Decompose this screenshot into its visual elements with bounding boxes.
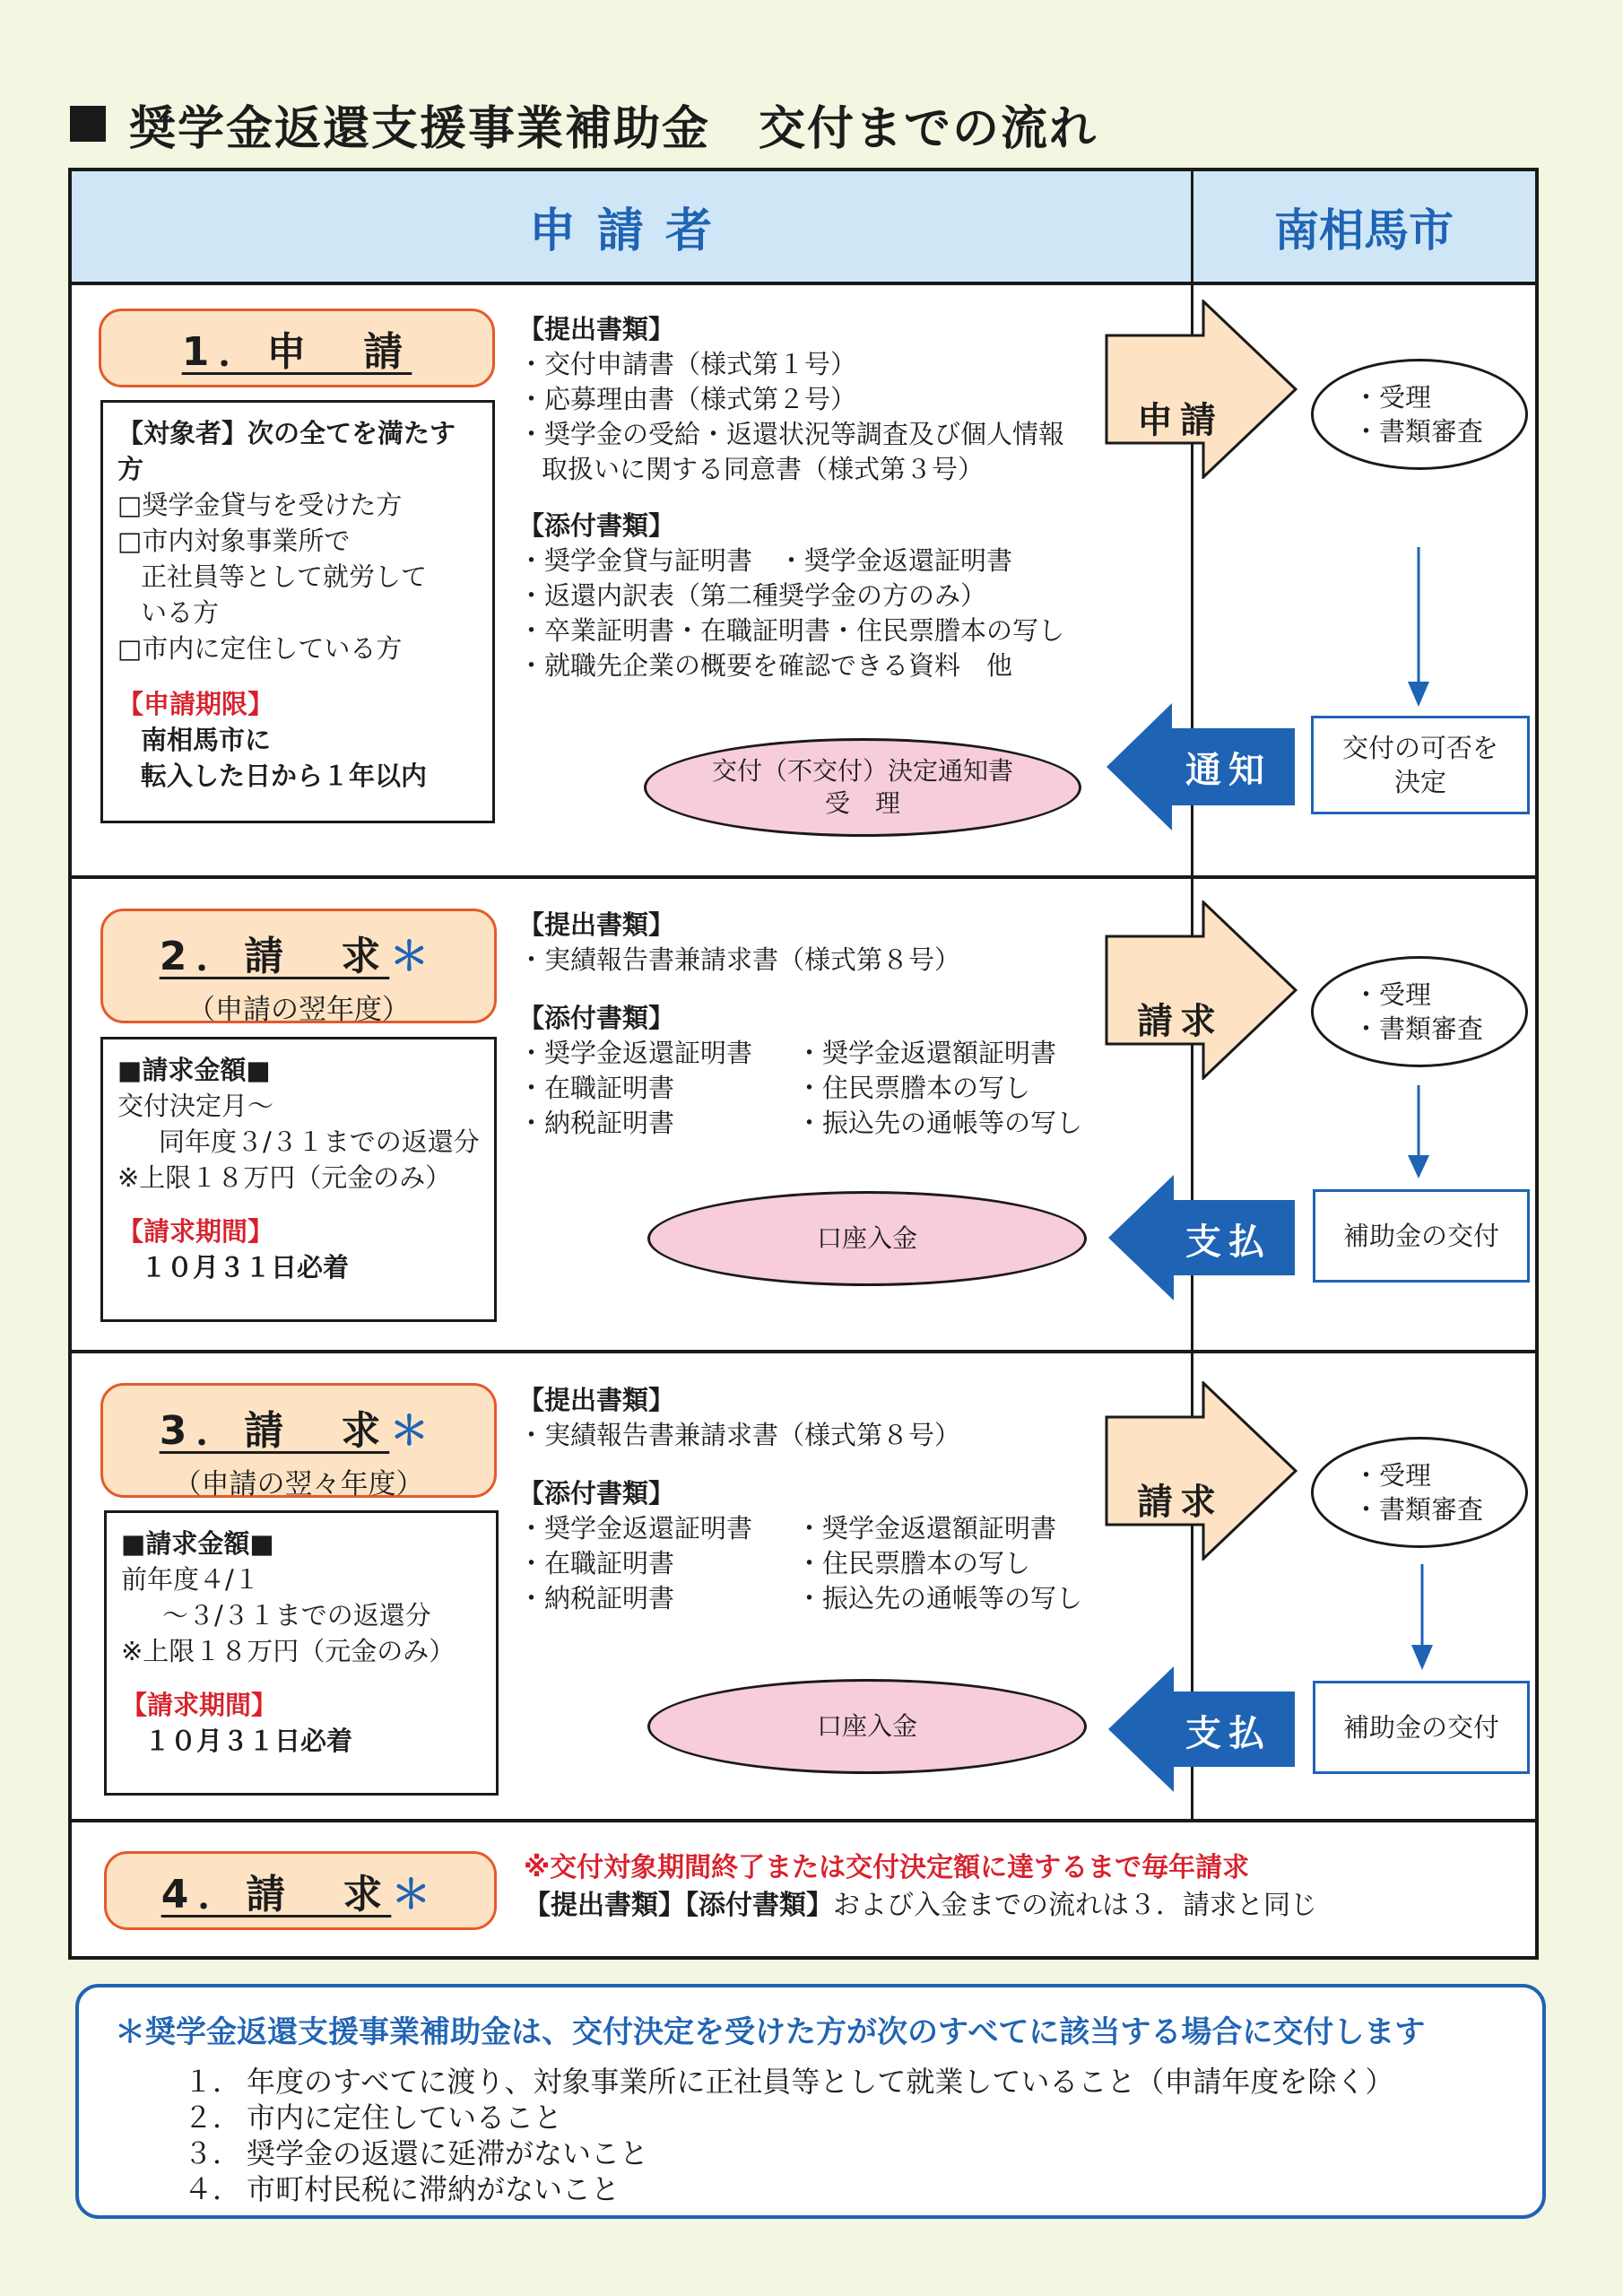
arrow-notice-label: 通知 [1185, 749, 1271, 791]
sec4-note-bold: 【提出書類】【添付書類】 [524, 1890, 833, 1921]
period-value: １０月３１日必着 [144, 1726, 353, 1756]
step-1-badge [99, 309, 495, 387]
step-3-sub: （申請の翌々年度） [173, 1468, 424, 1500]
period-label: 【請求期間】 [121, 1690, 278, 1720]
submit-item: ・奨学金の受給・返還状況等調査及び個人情報 [518, 419, 1065, 449]
submit-item: ・実績報告書兼請求書（様式第８号） [518, 944, 961, 975]
condition-item: ３． 奨学金の返還に延滞がないこと [184, 2136, 649, 2170]
attach-item: ・卒業証明書・在職証明書・住民票謄本の写し [518, 615, 1065, 646]
step-2-label: 2．請 求 [159, 934, 390, 979]
step-1-label: 1．申 請 [181, 329, 412, 375]
city-review-item: ・書類審査 [1353, 1013, 1484, 1044]
city-pay-box [1313, 1681, 1530, 1774]
sec1-target-box [100, 400, 495, 823]
page-title: 奨学金返還支援事業補助金 交付までの流れ [129, 101, 1098, 156]
city-review-item: ・書類審査 [1353, 1494, 1484, 1525]
sec3-amount-box [104, 1510, 499, 1796]
target-heading: 【対象者】次の全てを満たす方 [117, 418, 456, 484]
attach-heading: 【添付書類】 [518, 1478, 675, 1509]
amount-line: ※上限１８万円（元金のみ） [121, 1636, 456, 1666]
city-review-item: ・受理 [1353, 1460, 1432, 1491]
page-title-wrap [70, 90, 1098, 158]
attach-item: ・振込先の通帳等の写し [796, 1108, 1083, 1138]
arrow-claim-label: 請求 [1137, 1481, 1223, 1523]
deposit-label: 口座入金 [816, 1223, 917, 1253]
sec4-note [524, 1849, 1317, 1925]
attach-item: ・就職先企業の概要を確認できる資料 他 [518, 650, 1013, 681]
step-2-badge [100, 909, 497, 1026]
condition-item: １． 年度のすべてに渡り、対象事業所に正社員等として就業していること（申請年度を除く） [184, 2065, 1394, 2099]
period-value: １０月３１日必着 [141, 1252, 350, 1283]
header-applicant: 申請者 [528, 204, 733, 258]
city-review-ellipse [1311, 1437, 1528, 1548]
city-review-ellipse [1311, 956, 1528, 1067]
sec3-documents [518, 1383, 1083, 1616]
step-3-label: 3．請 求 [159, 1408, 390, 1454]
asterisk-icon: ＊ [389, 1408, 438, 1454]
amount-line: 前年度４/１ [121, 1564, 260, 1595]
deposit-ellipse [647, 1679, 1087, 1774]
city-pay-box [1313, 1189, 1530, 1283]
target-item: □奨学金貸与を受けた方 [117, 490, 403, 520]
city-review-item: ・書類審査 [1353, 416, 1484, 447]
section-divider [72, 875, 1535, 879]
asterisk-icon: ＊ [389, 934, 438, 979]
attach-item: ・在職証明書 [518, 1073, 675, 1103]
receipt-ellipse [644, 738, 1081, 837]
conditions-heading: ＊奨学金返還支援事業補助金は、交付決定を受けた方が次のすべてに該当する場合に交付します [115, 2014, 1426, 2050]
attach-item: ・住民票謄本の写し [796, 1073, 1031, 1103]
condition-item: ４． 市町村民税に滞納がないこと [184, 2172, 621, 2206]
title-square-icon [70, 106, 106, 142]
attach-item: ・奨学金貸与証明書 ・奨学金返還証明書 [518, 545, 1013, 576]
submit-item: ・交付申請書（様式第１号） [518, 349, 857, 379]
deadline-line: 南相馬市に [141, 725, 272, 755]
asterisk-icon: ＊ [391, 1872, 440, 1918]
amount-line: 交付決定月～ [117, 1091, 274, 1121]
section-divider [72, 1819, 1535, 1822]
city-pay-label: 補助金の交付 [1342, 1712, 1499, 1743]
attach-item: ・住民票謄本の写し [796, 1548, 1031, 1578]
submit-item: 取扱いに関する同意書（様式第３号） [542, 454, 985, 484]
city-decision-line: 交付の可否を [1341, 733, 1498, 763]
step-2-sub: （申請の翌年度） [187, 994, 410, 1026]
city-pay-label: 補助金の交付 [1342, 1221, 1499, 1251]
sec4-note-red: ※交付対象期間終了または交付決定額に達するまで毎年請求 [524, 1852, 1250, 1883]
sec1-documents [518, 312, 1064, 683]
down-arrow-icon [1401, 547, 1436, 709]
step-3-badge [100, 1383, 497, 1498]
attach-item: ・納税証明書 [518, 1108, 675, 1138]
condition-item: ２． 市内に定住していること [184, 2100, 563, 2135]
target-item: 正社員等として就労して [141, 561, 428, 592]
header-city: 南相馬市 [1274, 204, 1454, 257]
city-review-item: ・受理 [1353, 382, 1432, 413]
amount-line: ※上限１８万円（元金のみ） [117, 1162, 452, 1193]
arrow-apply-label: 申請 [1137, 399, 1223, 441]
attach-heading: 【添付書類】 [518, 1003, 675, 1033]
attach-item: ・奨学金返還証明書 [518, 1038, 753, 1068]
attach-item: ・在職証明書 [518, 1548, 675, 1578]
arrow-claim-label: 請求 [1137, 1000, 1223, 1042]
amount-heading: ■請求金額■ [117, 1055, 271, 1085]
city-review-item: ・受理 [1353, 979, 1432, 1010]
attach-item: ・奨学金返還額証明書 [796, 1513, 1057, 1544]
attach-item: ・振込先の通帳等の写し [796, 1583, 1083, 1613]
step-4-label: 4．請 求 [161, 1872, 392, 1918]
target-item: いる方 [141, 597, 220, 628]
section-divider [72, 1350, 1535, 1353]
step-4-badge [104, 1851, 497, 1930]
attach-item: ・納税証明書 [518, 1583, 675, 1613]
arrow-pay-label: 支払 [1185, 1712, 1271, 1754]
target-item: □市内対象事業所で [117, 526, 351, 556]
submit-item: ・応募理由書（様式第２号） [518, 384, 857, 414]
sec2-amount-box [100, 1037, 497, 1322]
deadline-line: 転入した日から１年以内 [141, 761, 428, 791]
receipt-line: 交付（不交付）決定通知書 [711, 756, 1013, 786]
amount-line: ～３/３１までの返還分 [162, 1600, 431, 1631]
attach-item: ・奨学金返還額証明書 [796, 1038, 1057, 1068]
sec2-documents [518, 908, 1083, 1141]
down-arrow-icon [1404, 1564, 1440, 1672]
deposit-label: 口座入金 [816, 1711, 917, 1741]
submit-heading: 【提出書類】 [518, 314, 675, 344]
city-decision-box [1311, 716, 1530, 814]
sec4-note-rest: および入金までの流れは３．請求と同じ [833, 1890, 1317, 1921]
arrow-pay-label: 支払 [1185, 1221, 1271, 1263]
amount-line: 同年度３/３１までの返還分 [159, 1126, 480, 1157]
attach-item: ・奨学金返還証明書 [518, 1513, 753, 1544]
submit-item: ・実績報告書兼請求書（様式第８号） [518, 1420, 961, 1450]
deadline-label: 【申請期限】 [117, 689, 274, 719]
submit-heading: 【提出書類】 [518, 1385, 675, 1415]
amount-heading: ■請求金額■ [121, 1528, 274, 1559]
period-label: 【請求期間】 [117, 1216, 274, 1247]
deposit-ellipse [647, 1191, 1087, 1286]
city-review-ellipse [1311, 359, 1528, 470]
down-arrow-icon [1401, 1085, 1436, 1180]
submit-heading: 【提出書類】 [518, 909, 675, 940]
city-decision-line: 決定 [1393, 767, 1446, 797]
target-item: □市内に定住している方 [117, 633, 403, 664]
receipt-line: 受 理 [824, 788, 900, 818]
attach-heading: 【添付書類】 [518, 510, 675, 541]
attach-item: ・返還内訳表（第二種奨学金の方のみ） [518, 580, 987, 611]
